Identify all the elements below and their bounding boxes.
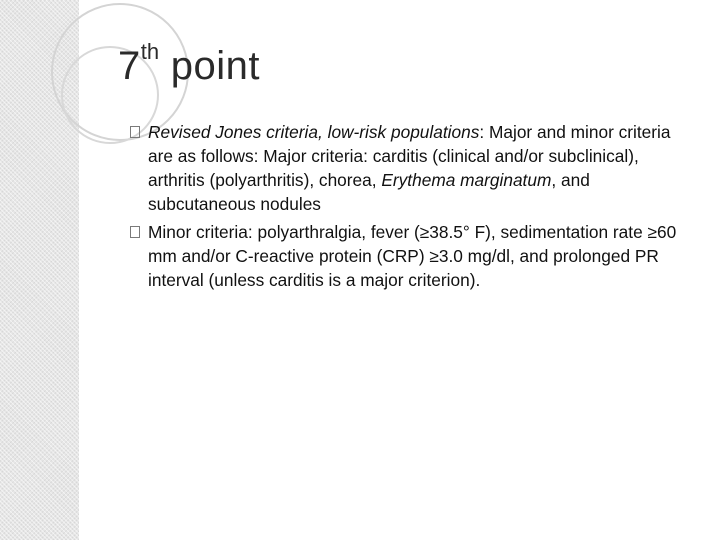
bullet-item-major-criteria (130, 120, 690, 216)
bullet-text-part: : Major and minor criteria are as follows: Major criteria: carditis (clinical and/or subclinical), arthritis (polyarthritis), chorea, (148, 122, 671, 190)
bullet-text: Minor criteria: polyarthralgia, fever (≥38.5° F), sedimentation rate ≥60 mm and/or C-reactive protein (CRP) ≥3.0 mg/dl, and prolonged PR interval (unless carditis is a major criterion). (148, 222, 677, 290)
missing-glyph-box-icon (130, 226, 140, 238)
slide-title (118, 40, 260, 88)
bullet-text-tail: , and subcutaneous nodules (148, 170, 590, 214)
bullet-emphasis-term: Erythema marginatum (381, 170, 552, 190)
title-number: 7 (118, 44, 141, 88)
bullet-list (130, 120, 690, 296)
missing-glyph-box-icon (130, 126, 140, 138)
title-word: point (170, 44, 260, 88)
bullet-item-minor-criteria (130, 220, 690, 292)
bullet-lead-emphasis: Revised Jones criteria, low-risk populations (148, 122, 480, 142)
title-superscript: th (140, 39, 160, 64)
textured-side-band (0, 0, 79, 540)
